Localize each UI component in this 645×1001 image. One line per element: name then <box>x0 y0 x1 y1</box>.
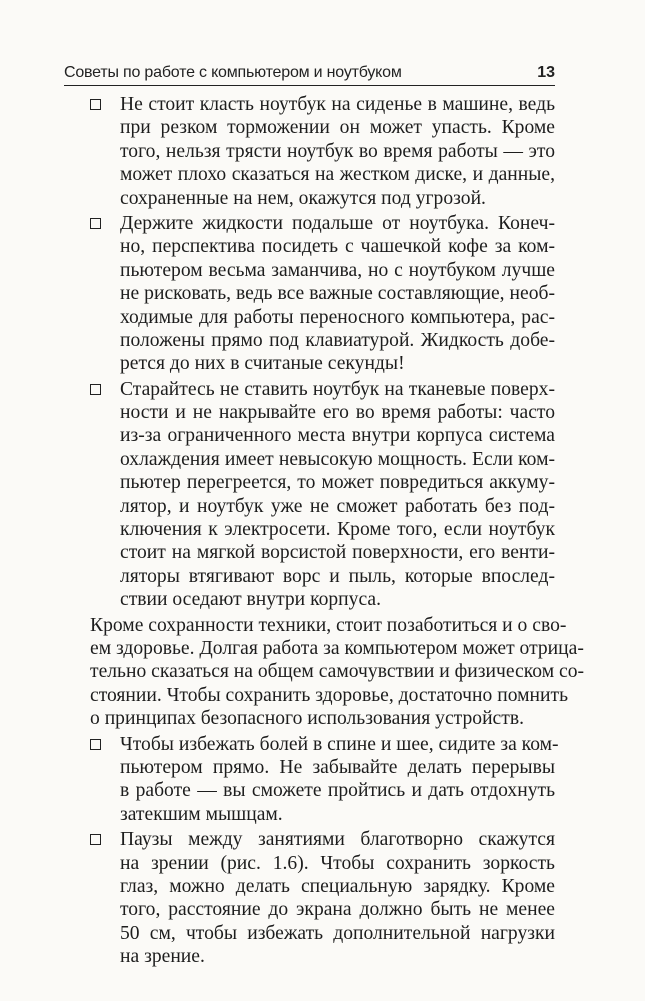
bullet-list-item <box>90 212 555 376</box>
text-line: ключения к электросети. Кроме того, если ноутбук <box>120 519 555 541</box>
text-line: Держите жидкости подальше от ноутбука. Конеч- <box>120 212 555 234</box>
text-line: из-за ограниченного места внутри корпуса система <box>120 425 555 447</box>
text-line: того, расстояние до экрана должно быть не менее <box>120 899 555 921</box>
bullet-list-item <box>90 93 555 210</box>
text-line: ляторы втягивают ворс и пыль, которые впослед- <box>120 565 555 587</box>
bullet-list-item <box>90 828 555 968</box>
text-line: не рисковать, ведь все важные составляющие, необ- <box>120 283 555 305</box>
bullet-list-item <box>90 378 555 612</box>
text-line: пьютер перегреется, то может повредиться аккуму- <box>120 472 555 494</box>
text-line: Старайтесь не ставить ноутбук на тканевые поверх- <box>120 378 555 400</box>
body-paragraph <box>90 614 585 731</box>
running-header-title: Советы по работе с компьютером и ноутбуком <box>64 64 402 81</box>
checkbox-bullet-icon <box>90 384 101 395</box>
text-line: на зрении (рис. 1.6). Чтобы сохранить зоркость <box>120 852 555 874</box>
text-line: сохраненные на нем, окажутся под угрозой. <box>120 187 486 209</box>
text-line: глаз, можно делать специальную зарядку. Кроме <box>120 875 555 897</box>
text-line: лятор, и ноутбук уже не сможет работать без под- <box>120 495 555 517</box>
text-line: Чтобы избежать болей в спине и шее, сидите за ком- <box>120 733 559 755</box>
page-body <box>90 93 585 970</box>
text-line: затекшим мышцам. <box>120 803 283 825</box>
text-line: может плохо сказаться на жестком диске, и данные, <box>120 164 555 186</box>
text-line: о принципах безопасного использования устройств. <box>90 708 524 730</box>
text-line: при резком торможении он может упасть. Кроме <box>120 117 555 139</box>
checkbox-bullet-icon <box>90 218 101 229</box>
text-line: Не стоит класть ноутбук на сиденье в машине, ведь <box>120 94 555 115</box>
bullet-list-item <box>90 733 559 827</box>
text-line: пьютером весьма заманчива, но с ноутбуком лучше <box>120 259 555 281</box>
text-line: Кроме сохранности техники, стоит позаботиться и о сво- <box>90 614 567 636</box>
text-line: ности и не накрывайте его во время работы: часто <box>120 402 555 424</box>
text-line: стоянии. Чтобы сохранить здоровье, достаточно помнить <box>90 684 568 706</box>
text-line: но, перспектива посидеть с чашечкой кофе за ком- <box>120 236 555 258</box>
checkbox-bullet-icon <box>90 739 101 750</box>
text-line: того, нельзя трясти ноутбук во время работы — это <box>120 140 555 162</box>
text-line: 50 см, чтобы избежать дополнительной нагрузки <box>120 922 555 944</box>
checkbox-bullet-icon <box>90 834 101 845</box>
text-line: тельно сказаться на общем самочувствии и физическом со- <box>90 661 585 683</box>
text-line: ходимые для работы переносного компьютера, рас- <box>120 306 555 328</box>
text-line: рется до них в считаные секунды! <box>120 353 405 375</box>
text-line: пьютером прямо. Не забывайте делать перерывы <box>120 756 555 778</box>
text-line: охлаждения имеет невысокую мощность. Если ком- <box>120 448 555 470</box>
text-line: на зрение. <box>120 946 205 968</box>
text-line: стоит на мягкой ворсистой поверхности, его венти- <box>120 542 555 564</box>
text-line: ствии оседают внутри корпуса. <box>120 589 381 611</box>
text-line: ем здоровье. Долгая работа за компьютером может отрица- <box>90 637 584 659</box>
text-line: Паузы между занятиями благотворно скажутся <box>120 829 555 851</box>
text-line: положены прямо под клавиатурой. Жидкость добе- <box>120 329 555 351</box>
checkbox-bullet-icon <box>90 99 101 110</box>
running-header <box>64 63 555 86</box>
page-number: 13 <box>537 64 555 81</box>
text-line: в работе — вы сможете пройтись и дать отдохнуть <box>120 780 555 802</box>
